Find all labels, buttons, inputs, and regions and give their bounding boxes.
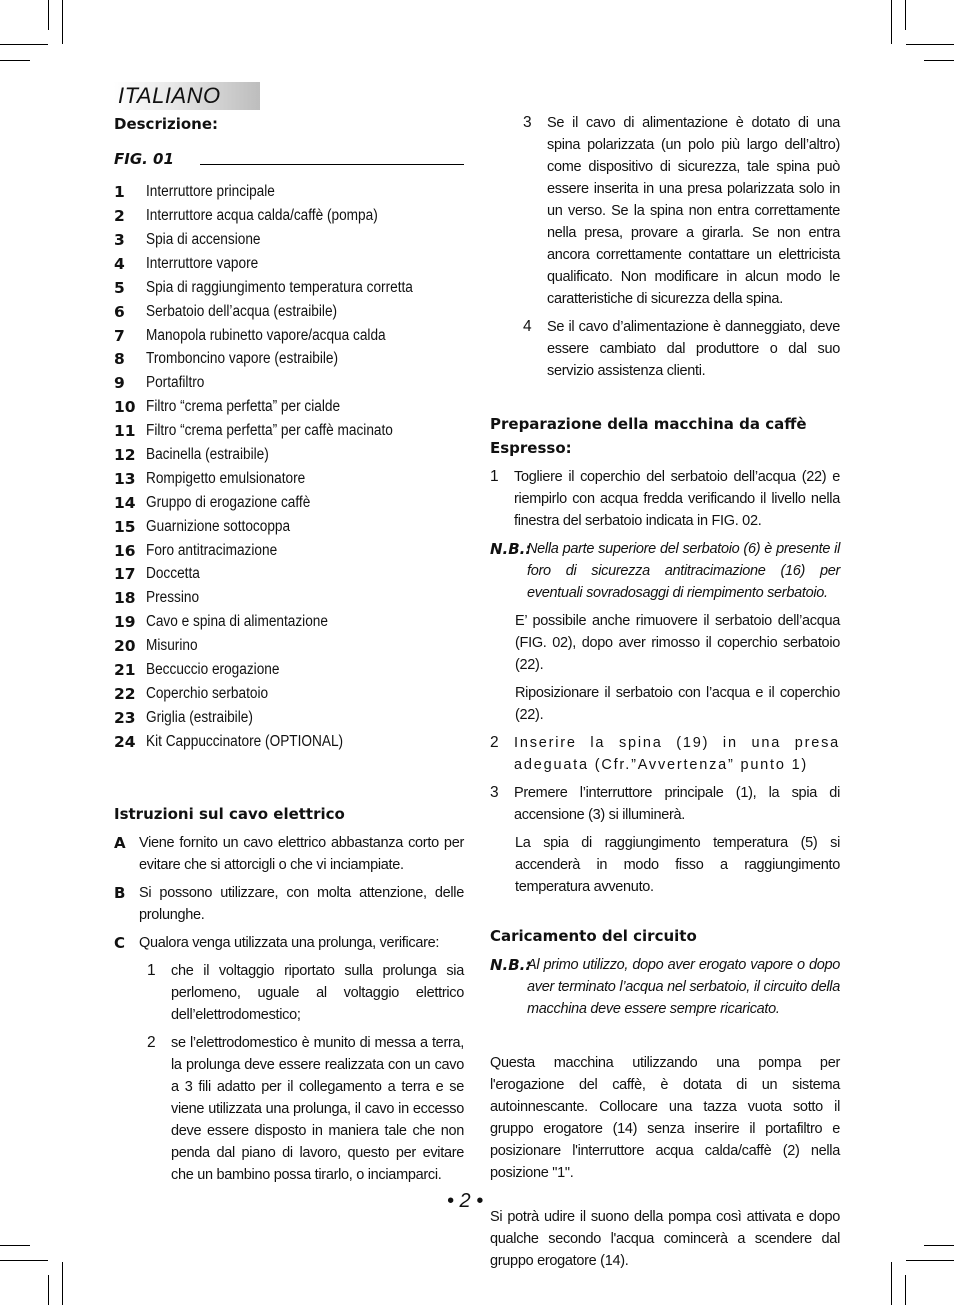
cable-continuation [523, 112, 840, 382]
item-key: 4 [523, 318, 532, 335]
part-label: Kit Cappuccinatore (OPTIONAL) [146, 732, 344, 750]
item-text: se l’elettrodomestico è munito di messa a terra, la prolunga deve essere realizzata con un cavo a 3 fili adatto per il collegamento a terra e se viene utilizzata una prolunga, il cavo in eccesso deve essere disposto in maniera tale che non penda dal piano di lavoro, questo per evitare che un bambino possa tirarlo, o inciamparci. [171, 1035, 464, 1184]
list-item [114, 706, 464, 730]
part-number: 10 [114, 398, 136, 417]
part-number: 18 [114, 589, 136, 608]
part-number: 6 [114, 302, 125, 321]
crop-mark [891, 0, 892, 44]
crop-mark [48, 1275, 49, 1305]
paragraph: Questa macchina utilizzando una pompa per l'erogazione del caffè, è dotata di un sistema autoinnescante. Collocare una tazza vuota sotto il gruppo erogatore (14) senza inserire il portafiltro e posizionare l'interruttore acqua calda/caffè (2) nella posizione "1". [490, 1055, 840, 1181]
item-text: Viene fornito un cavo elettrico abbastanza corto per evitare che si attorcigli o che vi inciampiate. [139, 834, 464, 873]
description-heading: Descrizione: [114, 115, 219, 133]
crop-mark [0, 60, 30, 61]
page-number: • 2 • [447, 1190, 484, 1212]
part-number: 5 [114, 278, 125, 297]
part-label: Guarnizione sottocoppa [146, 517, 291, 535]
list-item [114, 372, 464, 396]
cable-subitems [147, 960, 464, 1186]
language-label: ITALIANO [118, 83, 221, 108]
part-label: Manopola rubinetto vapore/acqua calda [146, 326, 386, 344]
part-label: Rompigetto emulsionatore [146, 469, 306, 487]
part-label: Serbatoio dell’acqua (estraibile) [146, 302, 338, 320]
item-text: Qualora venga utilizzata una prolunga, verificare: [139, 934, 440, 951]
part-number: 11 [114, 422, 136, 441]
part-label: Tromboncino vapore (estraibile) [146, 350, 339, 368]
note-label: N.B.: [490, 540, 532, 558]
list-item [114, 396, 464, 420]
prep-step-1: Togliere il coperchio del serbatoio dell’acqua (22) e riempirlo con acqua fredda verificando il livello nella finestra del serbatoio indicata in FIG. 02. [514, 469, 840, 529]
crop-mark [48, 0, 49, 30]
list-item [114, 539, 464, 563]
note [490, 954, 840, 1020]
paragraph: Si potrà udire il suono della pompa così attivata e dopo qualche secondo l'acqua comincerà a scendere dal gruppo erogatore (14). [490, 1209, 840, 1269]
list-item [114, 300, 464, 324]
prep-step-2: Inserire la spina (19) in una presa adeguata (Cfr.”Avvertenza” punto 1) [514, 735, 840, 773]
part-label: Misurino [146, 637, 198, 655]
part-number: 7 [114, 326, 125, 345]
part-number: 8 [114, 350, 125, 369]
list-item [114, 491, 464, 515]
crop-mark [891, 1262, 892, 1305]
list-item [114, 324, 464, 348]
list-item [523, 112, 840, 310]
part-number: 16 [114, 541, 136, 560]
list-item: 2 Inserire la spina (19) in una presa adeguata (Cfr.”Avvertenza” punto 1) [490, 732, 840, 776]
crop-mark [924, 1245, 954, 1246]
part-number: 14 [114, 493, 136, 512]
item-key: A [114, 833, 126, 852]
part-label: Coperchio serbatoio [146, 684, 269, 702]
list-item [114, 932, 464, 955]
list-item [114, 181, 464, 205]
cable-heading: Istruzioni sul cavo elettrico [114, 804, 345, 823]
list-item [114, 587, 464, 611]
list-item [114, 730, 464, 754]
part-label: Foro antitracimazione [146, 541, 278, 559]
part-number: 12 [114, 445, 136, 464]
part-number: 24 [114, 732, 136, 751]
crop-mark [0, 1260, 48, 1261]
part-number: 1 [114, 183, 125, 202]
part-number: 19 [114, 613, 136, 632]
list-item [114, 658, 464, 682]
list-item [114, 634, 464, 658]
list-item [114, 419, 464, 443]
part-number: 4 [114, 254, 125, 273]
list-item [114, 252, 464, 276]
item-text: Se il cavo d’alimentazione è danneggiato, deve essere cambiato dal produttore o dal suo servizio assistenza clienti. [547, 319, 840, 379]
part-number: 23 [114, 708, 136, 727]
figure-label: FIG. 01 [114, 150, 174, 168]
part-label: Spia di raggiungimento temperatura corretta [146, 278, 413, 296]
part-number: 9 [114, 374, 125, 393]
list-item [114, 882, 464, 926]
crop-mark [0, 44, 48, 45]
item-text: che il voltaggio riportato sulla prolunga sia perlomeno, uguale al voltaggio elettrico dell’elettrodomestico; [171, 963, 464, 1024]
right-column [490, 112, 840, 1272]
part-label: Cavo e spina di alimentazione [146, 613, 328, 631]
part-number: 2 [114, 207, 125, 226]
list-item [147, 960, 464, 1026]
list-item [114, 682, 464, 706]
prep-step-3: Premere l’interruttore principale (1), la spia di accensione (3) si illuminerà. [514, 785, 840, 823]
note-text: Nella parte superiore del serbatoio (6) è presente il foro di sicurezza antitracimazione (16) per eventuali sovradosaggi di riempimento serbatoio. [527, 541, 840, 601]
item-key: C [114, 933, 126, 952]
part-label: Portafiltro [146, 374, 205, 392]
item-text: Se il cavo di alimentazione è dotato di una spina polarizzata (un polo più largo dell’altro) come dispositivo di sicurezza, tale spina può essere inserita in una presa polarizzata solo in un verso. Se la spina non entra correttamente nella presa, provare a girarla. Se non entra ancora correttamente contattare un elettricista qualificato. Non modificare in alcun modo le caratteristiche di sicurezza della spina. [547, 115, 840, 307]
prep-step-1c: Riposizionare il serbatoio con l’acqua e il coperchio (22). [515, 685, 840, 723]
part-label: Beccuccio erogazione [146, 661, 280, 678]
list-item [114, 348, 464, 372]
note [490, 538, 840, 604]
list-item: 3 Premere l’interruttore principale (1), la spia di accensione (3) si illuminerà. [490, 782, 840, 826]
crop-mark [924, 60, 954, 61]
crop-mark [906, 44, 954, 45]
prep-step-3b: La spia di raggiungimento temperatura (5) si accenderà in modo fisso a raggiungimento temperatura avvenuto. [515, 835, 840, 895]
crop-mark [905, 0, 906, 30]
item-key: 3 [523, 114, 532, 131]
note-label: N.B.: [490, 956, 532, 974]
cable-items [114, 832, 464, 955]
crop-mark [906, 1260, 954, 1261]
figure-label-row [114, 148, 464, 171]
part-number: 17 [114, 565, 136, 584]
part-label: Filtro “crema perfetta” per caffè macinato [146, 422, 393, 440]
prep-heading: Preparazione della macchina da caffè Espresso: [490, 415, 807, 457]
crop-mark [62, 0, 63, 44]
list-item [114, 467, 464, 491]
part-number: 3 [114, 230, 125, 249]
part-label: Spia di accensione [146, 230, 261, 248]
crop-mark [62, 1262, 63, 1305]
item-text: Si possono utilizzare, con molta attenzione, delle prolunghe. [139, 884, 464, 923]
part-number: 22 [114, 684, 136, 703]
part-label: Doccetta [146, 565, 200, 583]
figure-rule [200, 164, 464, 165]
crop-mark [0, 1245, 30, 1246]
list-item [147, 1032, 464, 1186]
part-label: Pressino [146, 589, 200, 607]
list-item [114, 563, 464, 587]
list-item: 1 Togliere il coperchio del serbatoio dell’acqua (22) e riempirlo con acqua fredda verificando il livello nella finestra del serbatoio indicata in FIG. 02. [490, 466, 840, 532]
language-tab [114, 82, 260, 110]
prep-step-1b: E’ possibile anche rimuovere il serbatoio dell’acqua (FIG. 02), dopo aver rimosso il coperchio serbatoio (22). [515, 613, 840, 673]
crop-mark [905, 1275, 906, 1305]
part-label: Interruttore vapore [146, 254, 259, 272]
part-number: 13 [114, 469, 136, 488]
list-item [523, 316, 840, 382]
item-key: 1 [147, 962, 156, 980]
part-number: 21 [114, 661, 136, 679]
parts-list [114, 181, 464, 754]
list-item [114, 276, 464, 300]
list-item [114, 611, 464, 635]
part-number: 15 [114, 517, 136, 536]
part-label: Interruttore principale [146, 183, 275, 201]
list-item [114, 515, 464, 539]
item-key: B [114, 883, 126, 902]
item-key: 2 [147, 1034, 156, 1052]
part-number: 20 [114, 637, 136, 656]
left-column [114, 112, 464, 1186]
note-text: Al primo utilizzo, dopo aver erogato vapore o dopo aver terminato l’acqua nel serbatoio, il circuito della macchina deve essere sempre ricaricato. [527, 957, 840, 1017]
part-label: Bacinella (estraibile) [146, 445, 269, 463]
list-item [114, 228, 464, 252]
part-label: Griglia (estraibile) [146, 708, 253, 726]
list-item [114, 204, 464, 228]
list-item [114, 443, 464, 467]
part-label: Gruppo di erogazione caffè [146, 493, 311, 511]
circuit-heading: Caricamento del circuito [490, 927, 697, 945]
list-item [114, 832, 464, 876]
part-label: Interruttore acqua calda/caffè (pompa) [146, 207, 378, 225]
part-label: Filtro “crema perfetta” per cialde [146, 398, 341, 416]
